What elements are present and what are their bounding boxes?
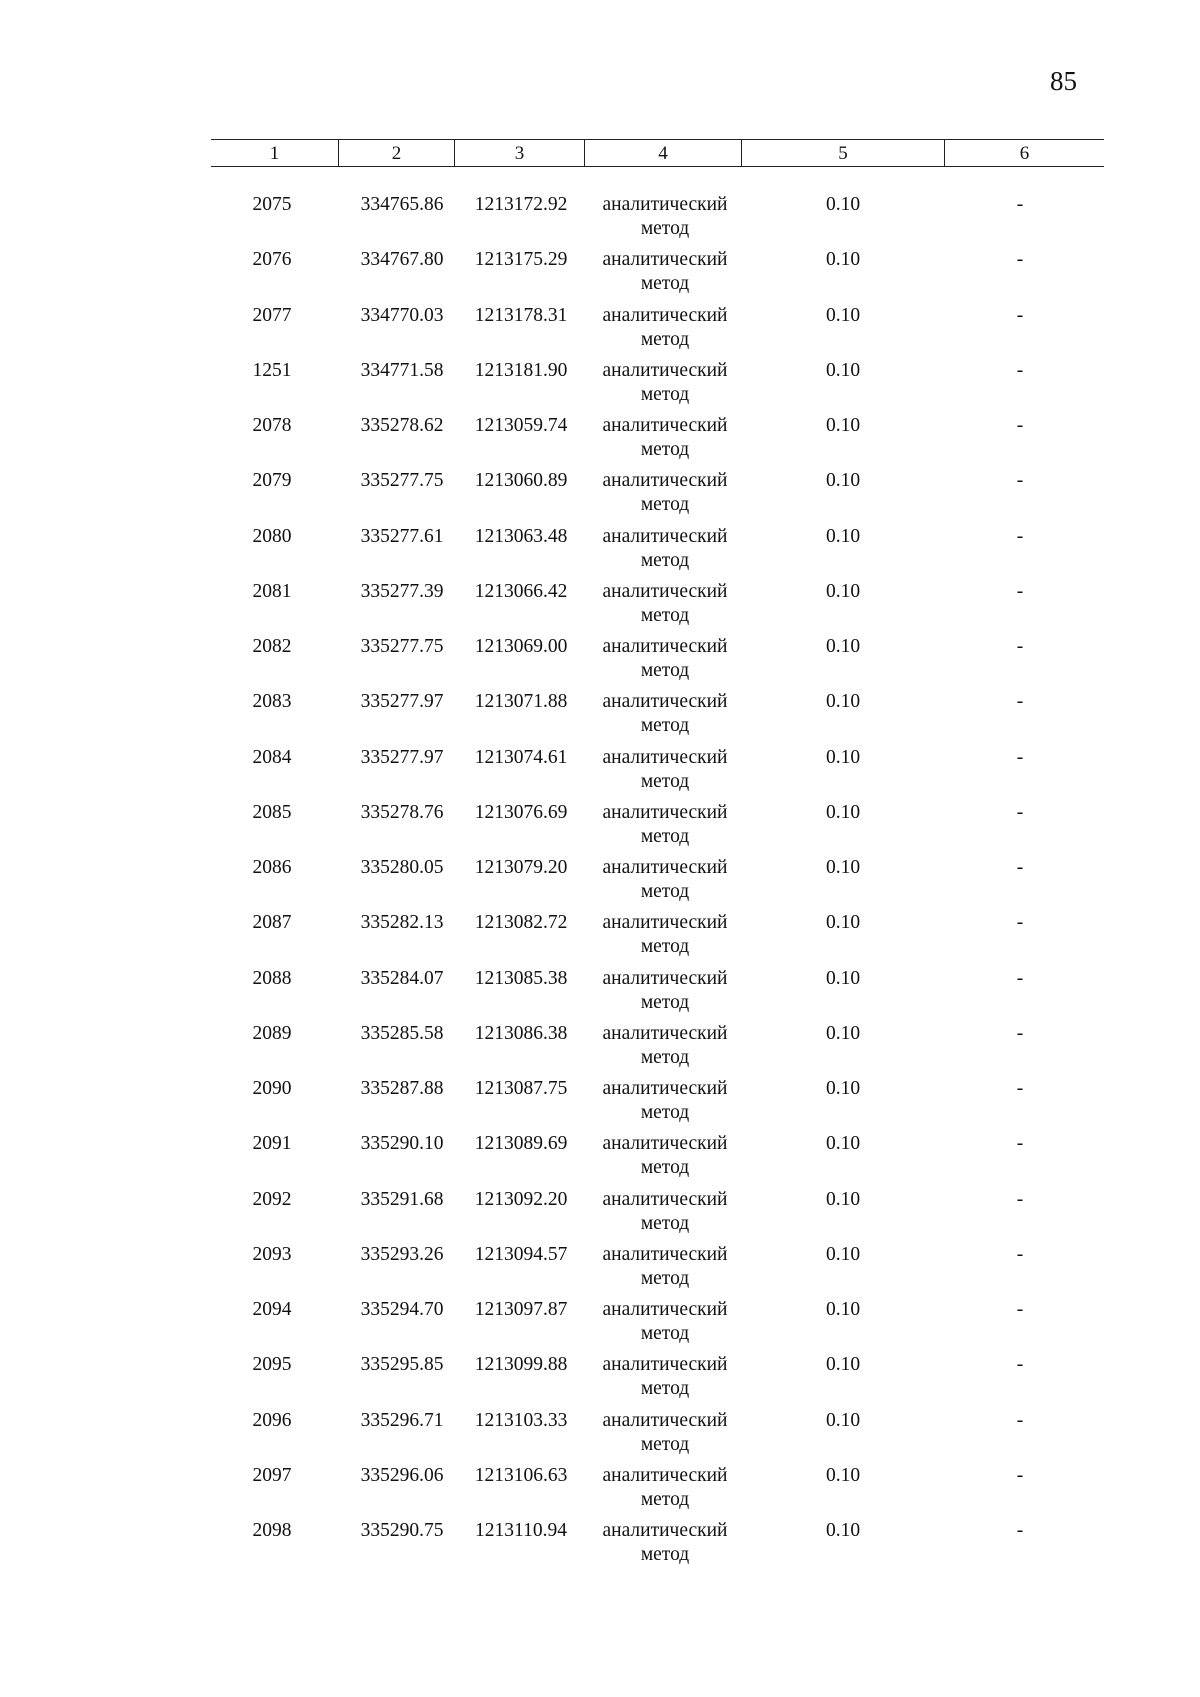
- y-coordinate-cell: 1213175.29: [474, 249, 568, 271]
- method-line-1: аналитический: [602, 1022, 728, 1044]
- method-line-2: метод: [640, 1433, 690, 1455]
- table-row: [0, 1243, 1200, 1298]
- y-coordinate-cell: 1213063.48: [474, 525, 568, 547]
- method-cell: [585, 580, 745, 628]
- method-line-2: метод: [640, 770, 690, 792]
- y-coordinate-cell: 1213074.61: [474, 746, 568, 768]
- method-cell: [585, 304, 745, 352]
- note-cell: -: [1016, 1409, 1024, 1431]
- x-coordinate-cell: 335287.88: [360, 1078, 444, 1099]
- table-row: [0, 1132, 1200, 1187]
- method-line-2: метод: [640, 1378, 690, 1400]
- note-cell: -: [1016, 1188, 1024, 1210]
- point-number-cell: 2076: [252, 249, 292, 271]
- table-row: [0, 193, 1200, 248]
- note-cell: -: [1016, 194, 1024, 215]
- point-number-cell: 2085: [252, 801, 292, 823]
- error-value-cell: 0.10: [825, 857, 861, 878]
- x-coordinate-cell: 335296.71: [360, 1409, 444, 1431]
- method-cell: [585, 1132, 745, 1180]
- point-number-cell: 2075: [252, 194, 292, 215]
- table-row: [0, 580, 1200, 635]
- x-coordinate-cell: 335293.26: [360, 1243, 444, 1265]
- point-number-cell: 2093: [252, 1243, 292, 1265]
- note-cell: -: [1016, 857, 1024, 878]
- method-line-2: метод: [640, 273, 690, 295]
- method-line-1: аналитический: [602, 1299, 728, 1320]
- method-line-2: метод: [640, 328, 690, 350]
- error-value-cell: 0.10: [825, 746, 861, 768]
- table-row: [0, 1409, 1200, 1464]
- error-value-cell: 0.10: [825, 249, 861, 271]
- table-row: [0, 414, 1200, 469]
- point-number-cell: 2087: [252, 912, 292, 934]
- method-cell: [585, 911, 745, 959]
- error-value-cell: 0.10: [825, 1299, 861, 1320]
- header-col-4: 4: [585, 140, 742, 166]
- point-number-cell: 2089: [252, 1022, 292, 1044]
- method-line-2: метод: [640, 1212, 690, 1234]
- table-row: [0, 746, 1200, 801]
- y-coordinate-cell: 1213094.57: [474, 1243, 568, 1265]
- method-cell: [585, 1464, 745, 1512]
- y-coordinate-cell: 1213060.89: [474, 470, 568, 492]
- method-line-2: метод: [640, 660, 690, 681]
- point-number-cell: 2090: [252, 1078, 292, 1099]
- point-number-cell: 2094: [252, 1299, 292, 1320]
- x-coordinate-cell: 335294.70: [360, 1299, 444, 1320]
- method-line-1: аналитический: [602, 1133, 728, 1155]
- y-coordinate-cell: 1213089.69: [474, 1133, 568, 1155]
- y-coordinate-cell: 1213087.75: [474, 1078, 568, 1099]
- point-number-cell: 2077: [252, 304, 292, 326]
- x-coordinate-cell: 334770.03: [360, 304, 444, 326]
- error-value-cell: 0.10: [825, 1188, 861, 1210]
- point-number-cell: 2088: [252, 967, 292, 989]
- method-line-2: метод: [640, 494, 690, 516]
- y-coordinate-cell: 1213059.74: [474, 415, 568, 436]
- method-line-2: метод: [640, 549, 690, 571]
- method-line-1: аналитический: [602, 470, 728, 492]
- method-cell: [585, 469, 745, 517]
- method-line-2: метод: [640, 1323, 690, 1344]
- error-value-cell: 0.10: [825, 580, 861, 602]
- y-coordinate-cell: 1213097.87: [474, 1299, 568, 1320]
- method-line-1: аналитический: [602, 636, 728, 657]
- point-number-cell: 2082: [252, 636, 292, 657]
- method-line-1: аналитический: [602, 194, 728, 215]
- table-row: [0, 1464, 1200, 1519]
- table-row: [0, 1188, 1200, 1243]
- note-cell: -: [1016, 1464, 1024, 1486]
- note-cell: -: [1016, 1133, 1024, 1155]
- y-coordinate-cell: 1213086.38: [474, 1022, 568, 1044]
- header-col-3: 3: [455, 140, 585, 166]
- table-row: [0, 469, 1200, 524]
- table-row: [0, 690, 1200, 745]
- point-number-cell: 1251: [252, 359, 292, 381]
- method-line-1: аналитический: [602, 1078, 728, 1099]
- note-cell: -: [1016, 746, 1024, 768]
- y-coordinate-cell: 1213079.20: [474, 857, 568, 878]
- y-coordinate-cell: 1213110.94: [475, 1520, 567, 1541]
- point-number-cell: 2097: [252, 1464, 292, 1486]
- method-line-1: аналитический: [602, 1409, 728, 1431]
- method-line-1: аналитический: [602, 1464, 728, 1486]
- y-coordinate-cell: 1213106.63: [474, 1464, 568, 1486]
- method-line-1: аналитический: [602, 359, 728, 381]
- table-row: [0, 1022, 1200, 1077]
- point-number-cell: 2095: [252, 1354, 292, 1376]
- method-line-2: метод: [640, 1157, 690, 1179]
- error-value-cell: 0.10: [825, 967, 861, 989]
- method-cell: [585, 1519, 745, 1567]
- error-value-cell: 0.10: [825, 1133, 861, 1155]
- error-value-cell: 0.10: [825, 691, 861, 713]
- note-cell: -: [1016, 304, 1024, 326]
- point-number-cell: 2084: [252, 746, 292, 768]
- note-cell: -: [1016, 580, 1024, 602]
- header-col-5: 5: [742, 140, 945, 166]
- x-coordinate-cell: 335284.07: [360, 967, 444, 989]
- point-number-cell: 2086: [252, 857, 292, 878]
- method-line-1: аналитический: [602, 801, 728, 823]
- error-value-cell: 0.10: [825, 359, 861, 381]
- method-line-1: аналитический: [602, 580, 728, 602]
- header-col-2: 2: [339, 140, 455, 166]
- note-cell: -: [1016, 1243, 1024, 1265]
- x-coordinate-cell: 335290.75: [360, 1520, 444, 1541]
- header-col-1: 1: [211, 140, 339, 166]
- method-cell: [585, 635, 745, 683]
- y-coordinate-cell: 1213066.42: [474, 580, 568, 602]
- error-value-cell: 0.10: [825, 801, 861, 823]
- point-number-cell: 2081: [252, 580, 292, 602]
- note-cell: -: [1016, 359, 1024, 381]
- table-row: [0, 856, 1200, 911]
- table-row: [0, 525, 1200, 580]
- method-cell: [585, 359, 745, 407]
- method-cell: [585, 1409, 745, 1457]
- method-cell: [585, 856, 745, 904]
- error-value-cell: 0.10: [825, 1243, 861, 1265]
- method-line-1: аналитический: [602, 912, 728, 934]
- point-number-cell: 2080: [252, 525, 292, 547]
- method-cell: [585, 248, 745, 296]
- error-value-cell: 0.10: [825, 912, 861, 934]
- error-value-cell: 0.10: [825, 1354, 861, 1376]
- table-row: [0, 1077, 1200, 1132]
- table-row: [0, 1298, 1200, 1353]
- x-coordinate-cell: 335291.68: [360, 1188, 444, 1210]
- page-number: 85: [1050, 66, 1077, 96]
- point-number-cell: 2096: [252, 1409, 292, 1431]
- method-line-1: аналитический: [602, 249, 728, 271]
- x-coordinate-cell: 335278.62: [360, 415, 444, 436]
- y-coordinate-cell: 1213092.20: [474, 1188, 568, 1210]
- method-line-2: метод: [640, 881, 690, 902]
- method-line-1: аналитический: [602, 1188, 728, 1210]
- y-coordinate-cell: 1213099.88: [474, 1354, 568, 1376]
- note-cell: -: [1016, 249, 1024, 271]
- method-line-2: метод: [640, 991, 690, 1013]
- note-cell: -: [1016, 967, 1024, 989]
- x-coordinate-cell: 335280.05: [360, 857, 444, 878]
- y-coordinate-cell: 1213076.69: [474, 801, 568, 823]
- x-coordinate-cell: 335277.97: [360, 746, 444, 768]
- x-coordinate-cell: 334767.80: [360, 249, 444, 271]
- method-line-2: метод: [640, 439, 690, 460]
- note-cell: -: [1016, 415, 1024, 436]
- point-number-cell: 2092: [252, 1188, 292, 1210]
- y-coordinate-cell: 1213181.90: [474, 359, 568, 381]
- note-cell: -: [1016, 525, 1024, 547]
- method-cell: [585, 746, 745, 794]
- x-coordinate-cell: 335296.06: [360, 1464, 444, 1486]
- method-cell: [585, 690, 745, 738]
- x-coordinate-cell: 335277.39: [360, 580, 444, 602]
- method-line-2: метод: [640, 825, 690, 847]
- method-line-1: аналитический: [602, 304, 728, 326]
- x-coordinate-cell: 334771.58: [360, 359, 444, 381]
- y-coordinate-cell: 1213085.38: [474, 967, 568, 989]
- method-cell: [585, 193, 745, 241]
- x-coordinate-cell: 335290.10: [360, 1133, 444, 1155]
- table-header: [211, 139, 1104, 167]
- method-cell: [585, 1243, 745, 1291]
- note-cell: -: [1016, 470, 1024, 492]
- note-cell: -: [1016, 1299, 1024, 1320]
- table-row: [0, 635, 1200, 690]
- method-line-1: аналитический: [602, 415, 728, 436]
- error-value-cell: 0.10: [825, 304, 861, 326]
- note-cell: -: [1016, 1354, 1024, 1376]
- method-line-1: аналитический: [602, 691, 728, 713]
- method-line-1: аналитический: [602, 967, 728, 989]
- y-coordinate-cell: 1213082.72: [474, 912, 568, 934]
- x-coordinate-cell: 335282.13: [360, 912, 444, 934]
- table-row: [0, 248, 1200, 303]
- error-value-cell: 0.10: [825, 1409, 861, 1431]
- method-line-2: метод: [640, 383, 690, 405]
- x-coordinate-cell: 335295.85: [360, 1354, 444, 1376]
- method-line-1: аналитический: [602, 746, 728, 768]
- point-number-cell: 2098: [252, 1520, 292, 1541]
- x-coordinate-cell: 335277.61: [360, 525, 444, 547]
- method-line-2: метод: [640, 1267, 690, 1289]
- method-line-2: метод: [640, 604, 690, 626]
- table-row: [0, 1519, 1200, 1574]
- point-number-cell: 2078: [252, 415, 292, 436]
- method-line-1: аналитический: [602, 1354, 728, 1376]
- method-cell: [585, 1077, 745, 1125]
- table-row: [0, 359, 1200, 414]
- method-line-2: метод: [640, 1544, 690, 1565]
- note-cell: -: [1016, 801, 1024, 823]
- point-number-cell: 2091: [252, 1133, 292, 1155]
- table-row: [0, 304, 1200, 359]
- y-coordinate-cell: 1213103.33: [474, 1409, 568, 1431]
- error-value-cell: 0.10: [825, 470, 861, 492]
- method-cell: [585, 967, 745, 1015]
- note-cell: -: [1016, 1520, 1024, 1541]
- method-cell: [585, 1188, 745, 1236]
- table-row: [0, 911, 1200, 966]
- note-cell: -: [1016, 1022, 1024, 1044]
- method-line-2: метод: [640, 715, 690, 737]
- table-row: [0, 1353, 1200, 1408]
- y-coordinate-cell: 1213069.00: [474, 636, 568, 657]
- error-value-cell: 0.10: [825, 1464, 861, 1486]
- header-col-6: 6: [1019, 143, 1030, 164]
- x-coordinate-cell: 335277.97: [360, 691, 444, 713]
- note-cell: -: [1016, 912, 1024, 934]
- error-value-cell: 0.10: [825, 636, 861, 657]
- method-cell: [585, 801, 745, 849]
- method-cell: [585, 1022, 745, 1070]
- table-body: [0, 193, 1200, 1574]
- note-cell: -: [1016, 636, 1024, 657]
- method-cell: [585, 414, 745, 462]
- method-cell: [585, 525, 745, 573]
- table-row: [0, 967, 1200, 1022]
- error-value-cell: 0.10: [825, 194, 861, 215]
- error-value-cell: 0.10: [825, 525, 861, 547]
- x-coordinate-cell: 334765.86: [360, 194, 444, 215]
- y-coordinate-cell: 1213172.92: [474, 194, 568, 215]
- x-coordinate-cell: 335278.76: [360, 801, 444, 823]
- method-cell: [585, 1298, 745, 1346]
- error-value-cell: 0.10: [825, 1078, 861, 1099]
- method-line-2: метод: [640, 1046, 690, 1068]
- y-coordinate-cell: 1213071.88: [474, 691, 568, 713]
- method-cell: [585, 1353, 745, 1401]
- x-coordinate-cell: 335277.75: [360, 470, 444, 492]
- note-cell: -: [1016, 691, 1024, 713]
- x-coordinate-cell: 335277.75: [360, 636, 444, 657]
- point-number-cell: 2079: [252, 470, 292, 492]
- error-value-cell: 0.10: [825, 1520, 861, 1541]
- y-coordinate-cell: 1213178.31: [474, 304, 568, 326]
- method-line-1: аналитический: [602, 1520, 728, 1541]
- method-line-1: аналитический: [602, 525, 728, 547]
- point-number-cell: 2083: [252, 691, 292, 713]
- method-line-2: метод: [640, 936, 690, 958]
- method-line-2: метод: [640, 1102, 690, 1123]
- note-cell: -: [1016, 1078, 1024, 1099]
- method-line-1: аналитический: [602, 1243, 728, 1265]
- error-value-cell: 0.10: [825, 1022, 861, 1044]
- error-value-cell: 0.10: [825, 415, 861, 436]
- method-line-1: аналитический: [602, 857, 728, 878]
- method-line-2: метод: [640, 218, 690, 239]
- table-row: [0, 801, 1200, 856]
- method-line-2: метод: [640, 1488, 690, 1510]
- x-coordinate-cell: 335285.58: [360, 1022, 444, 1044]
